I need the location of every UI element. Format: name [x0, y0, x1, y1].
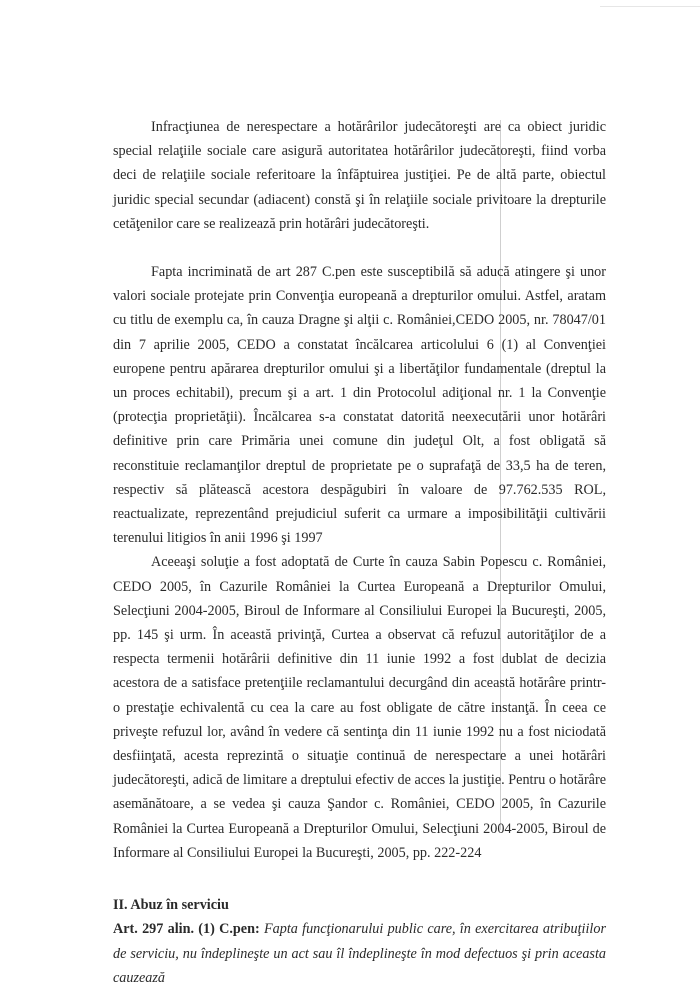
scan-artifact-line: [600, 6, 700, 7]
paragraph-echr-dragne: Fapta incriminată de art 287 C.pen este susceptibilă să aducă atingere şi unor valori sociale protejate prin Convenţia europeană a drepturilor omului. Astfel, aratam cu titlu de exemplu ca, în cauza Dragne şi alţii c. României,CEDO 2005, nr. 78047/01 din 7 aprilie 2005, CEDO a constatat încălcarea articolului 6 (1) al Convenţiei europene pentru apărarea drepturilor omului şi a libertăţilor fundamentale (dreptul la un proces echitabil), precum şi a art. 1 din Protocolul adiţional nr. 1 la Convenţie (protecţia proprietăţii). Încălcarea s-a constatat datorită neexecutării unor hotărâri definitive prin care Primăria unei comune din judeţul Olt, a fost obligată să reconstituie reclamanţilor dreptul de proprietate pe o suprafaţă de 33,5 ha de teren, respectiv să plătească acestora despăgubiri în valoare de 97.762.535 ROL, reactualizate, reprezentând prejudiciul suferit ca urmare a imposibilităţii cultivării terenului litigios în anii 1996 şi 1997: [113, 264, 606, 547]
article-label: Art. 297 alin. (1) C.pen:: [113, 921, 260, 938]
paragraph-echr-popescu: Aceeaşi soluţie a fost adoptată de Curte în cauza Sabin Popescu c. României, CEDO 2005, în Cazurile României la Curtea Europeană a Drepturilor Omului, Selecţiuni 2004-2005, Biroul de Informare al Consiliului Europei la Bucureşti, 2005, pp. 145 şi urm. În această privinţă, Curtea a observat că refuzul autorităţilor de a respecta termenii hotărârii definitive din 11 iunie 1992 a fost dublat de decizia acestora de a satisface pretenţiile reclamantului decurgând din această hotărâre printr-o prestaţie echivalentă cu cea la care au fost obligate de către instanţă. În ceea ce priveşte refuzul lor, având în vedere că sentinţa din 11 iunie 1992 nu a fost niciodată desfiinţată, acesta reprezintă o situaţie continuă de nerespectare a unei hotărâri judecătoreşti, adică de limitare a dreptului efectiv de acces la justiţie. Pentru o hotărâre asemănătoare, a se vedea şi cauza Şandor c. României, CEDO 2005, în Cazurile României la Curtea Europeană a Drepturilor Omului, Selecţiuni 2004-2005, Biroul de Informare al Consiliului Europei la Bucureşti, 2005, pp. 222-224: [113, 554, 606, 861]
paragraph-gap: [113, 236, 606, 260]
section-title: II. Abuz în serviciu: [113, 897, 229, 914]
article-text: Fapta funcţionarului public care, în exercitarea atribuţiilor de serviciu, nu îndeplineşte un act sau îl îndeplineşte în mod defectuos şi prin aceasta cauzează: [113, 921, 606, 986]
section-gap: [113, 865, 606, 893]
article-excerpt: [113, 917, 606, 990]
document-body: [113, 115, 606, 990]
paragraph-object: Infracţiunea de nerespectare a hotărârilor judecătoreşti are ca obiect juridic special relaţiile sociale care asigură autoritatea hotărârilor judecătoreşti, fiind vorba deci de relaţiile sociale referitoare la înfăptuirea justiţiei. Pe de altă parte, obiectul juridic special secundar (adiacent) constă şi în relaţiile sociale privitoare la drepturile cetăţenilor care se realizează prin hotărâri judecătoreşti.: [113, 119, 606, 232]
